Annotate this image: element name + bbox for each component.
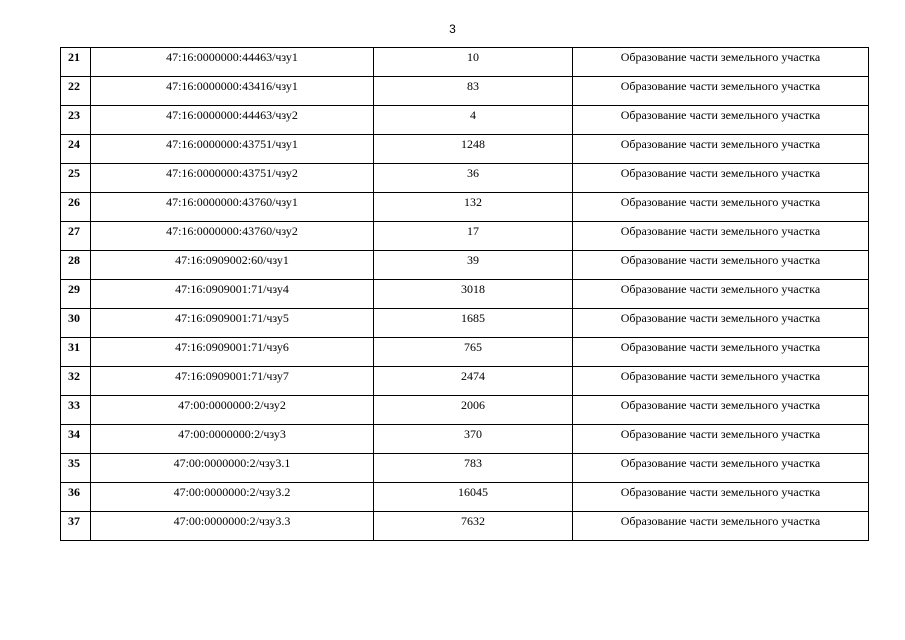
area-cell (374, 309, 573, 338)
cadastral-number: 47:00:0000000:2/чзу3 (178, 427, 286, 441)
cadastral-number: 47:16:0909002:60/чзу1 (175, 253, 289, 267)
cadastral-number-cell (91, 280, 374, 309)
purpose-cell (573, 425, 869, 454)
cadastral-number: 47:00:0000000:2/чзу3.3 (173, 514, 291, 528)
purpose-text: Образование части земельного участка (620, 79, 821, 93)
area-cell (374, 48, 573, 77)
purpose-cell (573, 309, 869, 338)
table-row (61, 106, 869, 135)
area-cell (374, 512, 573, 541)
cadastral-number-cell (91, 193, 374, 222)
row-number: 36 (68, 485, 80, 499)
purpose-cell (573, 77, 869, 106)
purpose-cell (573, 222, 869, 251)
purpose-cell (573, 48, 869, 77)
area-cell (374, 454, 573, 483)
table-row (61, 338, 869, 367)
row-number-cell (61, 483, 91, 512)
area-cell (374, 396, 573, 425)
page-number: 3 (449, 22, 456, 36)
table-row (61, 135, 869, 164)
row-number: 33 (68, 398, 80, 412)
row-number-cell (61, 193, 91, 222)
purpose-cell (573, 396, 869, 425)
table-row (61, 483, 869, 512)
purpose-text: Образование части земельного участка (620, 340, 821, 354)
cadastral-number-cell (91, 338, 374, 367)
purpose-cell (573, 338, 869, 367)
table-row (61, 193, 869, 222)
row-number: 28 (68, 253, 80, 267)
table-row (61, 164, 869, 193)
cadastral-number: 47:16:0000000:43760/чзу2 (166, 224, 298, 238)
row-number-cell (61, 512, 91, 541)
area-cell (374, 425, 573, 454)
row-number: 27 (68, 224, 80, 238)
row-number-cell (61, 135, 91, 164)
purpose-text: Образование части земельного участка (620, 485, 821, 499)
row-number: 22 (68, 79, 80, 93)
cadastral-number: 47:16:0000000:44463/чзу1 (166, 50, 298, 64)
cadastral-number-cell (91, 512, 374, 541)
area-value: 7632 (461, 514, 485, 528)
purpose-cell (573, 251, 869, 280)
area-value: 1248 (461, 137, 485, 151)
row-number: 32 (68, 369, 80, 383)
area-value: 17 (467, 224, 479, 238)
cadastral-number: 47:00:0000000:2/чзу3.2 (173, 485, 291, 499)
table-row (61, 454, 869, 483)
area-cell (374, 338, 573, 367)
row-number-cell (61, 309, 91, 338)
table-row (61, 512, 869, 541)
row-number: 24 (68, 137, 80, 151)
cadastral-number: 47:00:0000000:2/чзу2 (178, 398, 286, 412)
area-value: 4 (470, 108, 476, 122)
row-number: 23 (68, 108, 80, 122)
area-value: 39 (467, 253, 479, 267)
row-number-cell (61, 222, 91, 251)
purpose-cell (573, 164, 869, 193)
purpose-text: Образование части земельного участка (620, 137, 821, 151)
row-number: 26 (68, 195, 80, 209)
area-cell (374, 251, 573, 280)
cadastral-number: 47:16:0909001:71/чзу7 (175, 369, 289, 383)
area-cell (374, 164, 573, 193)
area-cell (374, 483, 573, 512)
row-number-cell (61, 280, 91, 309)
purpose-cell (573, 512, 869, 541)
cadastral-number-cell (91, 48, 374, 77)
row-number: 21 (68, 50, 80, 64)
cadastral-number-cell (91, 309, 374, 338)
purpose-text: Образование части земельного участка (620, 224, 821, 238)
cadastral-number: 47:16:0909001:71/чзу4 (175, 282, 289, 296)
purpose-cell (573, 135, 869, 164)
purpose-cell (573, 367, 869, 396)
row-number: 31 (68, 340, 80, 354)
area-cell (374, 193, 573, 222)
row-number-cell (61, 48, 91, 77)
table-row (61, 77, 869, 106)
purpose-text: Образование части земельного участка (620, 166, 821, 180)
area-value: 370 (464, 427, 482, 441)
area-value: 783 (464, 456, 482, 470)
cadastral-number-cell (91, 367, 374, 396)
purpose-text: Образование части земельного участка (620, 253, 821, 267)
area-cell (374, 77, 573, 106)
area-value: 83 (467, 79, 479, 93)
table-row (61, 367, 869, 396)
area-value: 3018 (461, 282, 485, 296)
area-value: 1685 (461, 311, 485, 325)
purpose-text: Образование части земельного участка (620, 50, 821, 64)
area-value: 2006 (461, 398, 485, 412)
cadastral-number-cell (91, 164, 374, 193)
cadastral-number: 47:00:0000000:2/чзу3.1 (173, 456, 291, 470)
row-number-cell (61, 106, 91, 135)
purpose-cell (573, 193, 869, 222)
area-cell (374, 222, 573, 251)
table-row (61, 48, 869, 77)
cadastral-number: 47:16:0000000:44463/чзу2 (166, 108, 298, 122)
cadastral-number-cell (91, 135, 374, 164)
cadastral-number: 47:16:0000000:43760/чзу1 (166, 195, 298, 209)
table-row (61, 425, 869, 454)
table-body (61, 48, 869, 541)
purpose-text: Образование части земельного участка (620, 514, 821, 528)
row-number-cell (61, 338, 91, 367)
area-value: 132 (464, 195, 482, 209)
area-cell (374, 106, 573, 135)
row-number: 25 (68, 166, 80, 180)
row-number-cell (61, 454, 91, 483)
row-number-cell (61, 251, 91, 280)
area-value: 36 (467, 166, 479, 180)
cadastral-number: 47:16:0909001:71/чзу6 (175, 340, 289, 354)
row-number-cell (61, 367, 91, 396)
row-number: 35 (68, 456, 80, 470)
area-value: 16045 (458, 485, 488, 499)
area-value: 2474 (461, 369, 485, 383)
cadastral-number: 47:16:0909001:71/чзу5 (175, 311, 289, 325)
land-parcels-table (60, 47, 869, 541)
area-value: 765 (464, 340, 482, 354)
cadastral-number-cell (91, 396, 374, 425)
area-cell (374, 135, 573, 164)
row-number: 29 (68, 282, 80, 296)
purpose-cell (573, 106, 869, 135)
purpose-text: Образование части земельного участка (620, 456, 821, 470)
area-value: 10 (467, 50, 479, 64)
purpose-cell (573, 280, 869, 309)
purpose-text: Образование части земельного участка (620, 398, 821, 412)
table-row (61, 280, 869, 309)
cadastral-number-cell (91, 454, 374, 483)
area-cell (374, 367, 573, 396)
cadastral-number: 47:16:0000000:43751/чзу1 (166, 137, 298, 151)
row-number-cell (61, 77, 91, 106)
cadastral-number: 47:16:0000000:43751/чзу2 (166, 166, 298, 180)
purpose-cell (573, 483, 869, 512)
table-row (61, 222, 869, 251)
cadastral-number: 47:16:0000000:43416/чзу1 (166, 79, 298, 93)
cadastral-number-cell (91, 106, 374, 135)
row-number-cell (61, 164, 91, 193)
table-row (61, 251, 869, 280)
table-row (61, 396, 869, 425)
row-number: 30 (68, 311, 80, 325)
table-row (61, 309, 869, 338)
area-cell (374, 280, 573, 309)
purpose-text: Образование части земельного участка (620, 427, 821, 441)
purpose-text: Образование части земельного участка (620, 311, 821, 325)
row-number: 37 (68, 514, 80, 528)
purpose-text: Образование части земельного участка (620, 282, 821, 296)
purpose-text: Образование части земельного участка (620, 195, 821, 209)
row-number: 34 (68, 427, 80, 441)
row-number-cell (61, 396, 91, 425)
cadastral-number-cell (91, 222, 374, 251)
purpose-text: Образование части земельного участка (620, 108, 821, 122)
cadastral-number-cell (91, 251, 374, 280)
row-number-cell (61, 425, 91, 454)
purpose-cell (573, 454, 869, 483)
cadastral-number-cell (91, 483, 374, 512)
purpose-text: Образование части земельного участка (620, 369, 821, 383)
cadastral-number-cell (91, 77, 374, 106)
cadastral-number-cell (91, 425, 374, 454)
